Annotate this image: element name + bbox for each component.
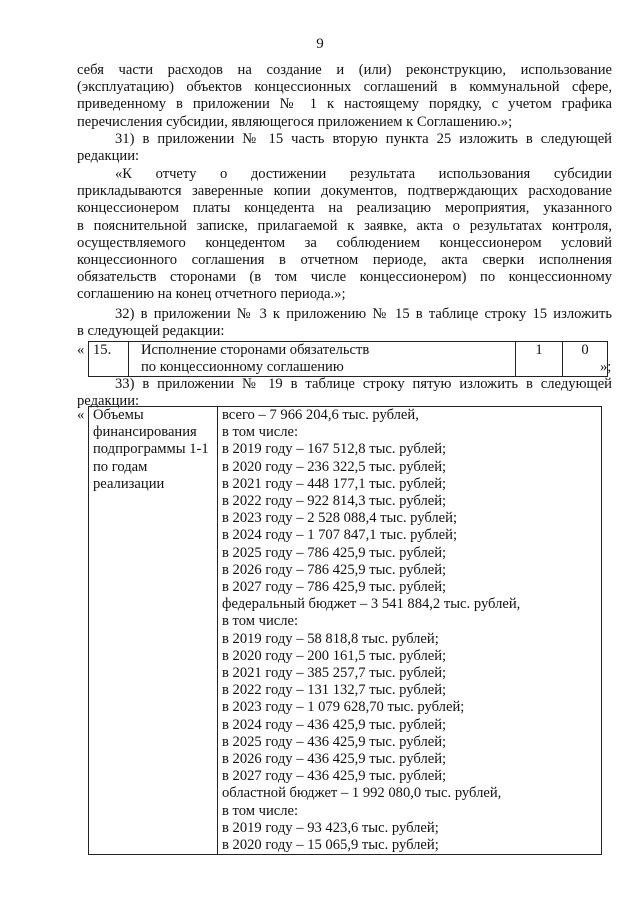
quote-line: в пояснительной записке, прилагаемой к заявке, акта о результатах контроля, <box>77 217 612 234</box>
item-31-line: 31) в приложении № 15 часть вторую пункта 25 изложить в следующей <box>115 131 612 147</box>
row-number: 15. <box>89 342 129 377</box>
label-line: реализации <box>93 475 165 492</box>
quote-line: соглашению на конец отчетного периода.»; <box>77 286 346 303</box>
value-line: в 2025 году – 436 425,9 тыс. рублей; <box>222 733 447 750</box>
value-line: в 2027 году – 786 425,9 тыс. рублей; <box>222 579 447 596</box>
item-32-paragraph <box>77 306 612 340</box>
item-33-line: 33) в приложении № 19 в таблице строку пятую изложить в следующей <box>115 376 612 392</box>
value-line: в том числе: <box>222 802 299 819</box>
value-line: федеральный бюджет – 3 541 884,2 тыс. рублей, <box>222 596 521 613</box>
value-line: в 2026 году – 786 425,9 тыс. рублей; <box>222 561 447 578</box>
value-line: в 2019 году – 93 423,6 тыс. рублей; <box>222 819 439 836</box>
intro-line: себя части расходов на создание и (или) реконструкцию, использование <box>77 62 612 78</box>
item-32-line: 32) в приложении № 3 к приложению № 15 в таблице строку 15 изложить <box>115 306 612 322</box>
value-line: в 2021 году – 385 257,7 тыс. рублей; <box>222 665 447 682</box>
intro-paragraph <box>77 62 612 131</box>
value-line: в 2020 году – 236 322,5 тыс. рублей; <box>222 458 447 475</box>
quote-line: обязательств сторонами (в том числе концессионером) по концессионному <box>77 269 612 286</box>
row-label <box>89 407 218 855</box>
quote-line: осуществляемого концедентом за соблюдением концессионером условий <box>77 234 612 251</box>
item-33-line: редакции: <box>77 393 140 410</box>
value-line: в 2022 году – 131 132,7 тыс. рублей; <box>222 682 447 699</box>
value-line: в 2020 году – 200 161,5 тыс. рублей; <box>222 647 447 664</box>
row-name-line: Исполнение сторонами обязательств <box>141 342 370 358</box>
page-number: 9 <box>316 36 324 52</box>
open-quote-33: « <box>77 407 85 423</box>
quote-line: концессионного соглашения в отчетном периоде, акта сверки исполнения <box>77 252 612 269</box>
open-quote-32: « <box>77 342 85 358</box>
value-line: в 2022 году – 922 814,3 тыс. рублей; <box>222 493 447 510</box>
intro-line: перечисления субсидии, являющегося приложением к Соглашению.»; <box>77 113 513 130</box>
value-line: в 2020 году – 15 065,9 тыс. рублей; <box>222 837 439 854</box>
value-line: в 2021 году – 448 177,1 тыс. рублей; <box>222 475 447 492</box>
quote-line: концессионером платы концедента на реализацию мероприятия, указанного <box>77 200 612 217</box>
value-line: в 2019 году – 58 818,8 тыс. рублей; <box>222 630 439 647</box>
label-line: подпрограммы 1-1 <box>93 441 209 458</box>
quote-line: «К отчету о достижении результата использования субсидии <box>115 166 612 182</box>
value-line: в 2026 году – 436 425,9 тыс. рублей; <box>222 751 447 768</box>
value-line: в 2025 году – 786 425,9 тыс. рублей; <box>222 544 447 561</box>
table-row-15 <box>88 341 608 377</box>
value-line: в том числе: <box>222 424 299 441</box>
row-name <box>129 342 516 377</box>
item-31-line: редакции: <box>77 148 140 165</box>
row-values <box>218 407 602 855</box>
value-line: в 2027 году – 436 425,9 тыс. рублей; <box>222 768 447 785</box>
value-line: в том числе: <box>222 613 299 630</box>
close-quote-32: »; <box>600 359 612 375</box>
intro-line: приведенному в приложении № 1 к настоящему порядку, с учетом графика <box>77 96 612 113</box>
value-line: в 2023 году – 1 079 628,70 тыс. рублей; <box>222 699 465 716</box>
table-row <box>89 342 608 377</box>
value-line: всего – 7 966 204,6 тыс. рублей, <box>222 407 419 423</box>
quote-line: прикладываются заверенные копии документов, подтверждающих расходование <box>77 183 612 200</box>
table-row-5 <box>88 406 602 855</box>
label-line: финансирования <box>93 424 197 441</box>
value-line: областной бюджет – 1 992 080,0 тыс. рублей, <box>222 785 502 802</box>
row-col4: 0 <box>563 342 608 377</box>
item-32-line: в следующей редакции: <box>77 323 225 340</box>
value-line: в 2019 году – 167 512,8 тыс. рублей; <box>222 441 447 458</box>
row-col3: 1 <box>516 342 563 377</box>
value-line: в 2024 году – 1 707 847,1 тыс. рублей; <box>222 527 458 544</box>
intro-line: (эксплуатацию) объектов концессионных соглашений в коммунальной сфере, <box>77 79 612 96</box>
quote-31-paragraph <box>77 166 612 304</box>
item-31-paragraph <box>77 131 612 165</box>
row-name-line: по концессионному соглашению <box>141 359 344 376</box>
table-row <box>89 407 602 855</box>
label-line: Объемы <box>93 407 144 423</box>
label-line: по годам <box>93 458 148 475</box>
value-line: в 2023 году – 2 528 088,4 тыс. рублей; <box>222 510 458 527</box>
value-line: в 2024 году – 436 425,9 тыс. рублей; <box>222 716 447 733</box>
